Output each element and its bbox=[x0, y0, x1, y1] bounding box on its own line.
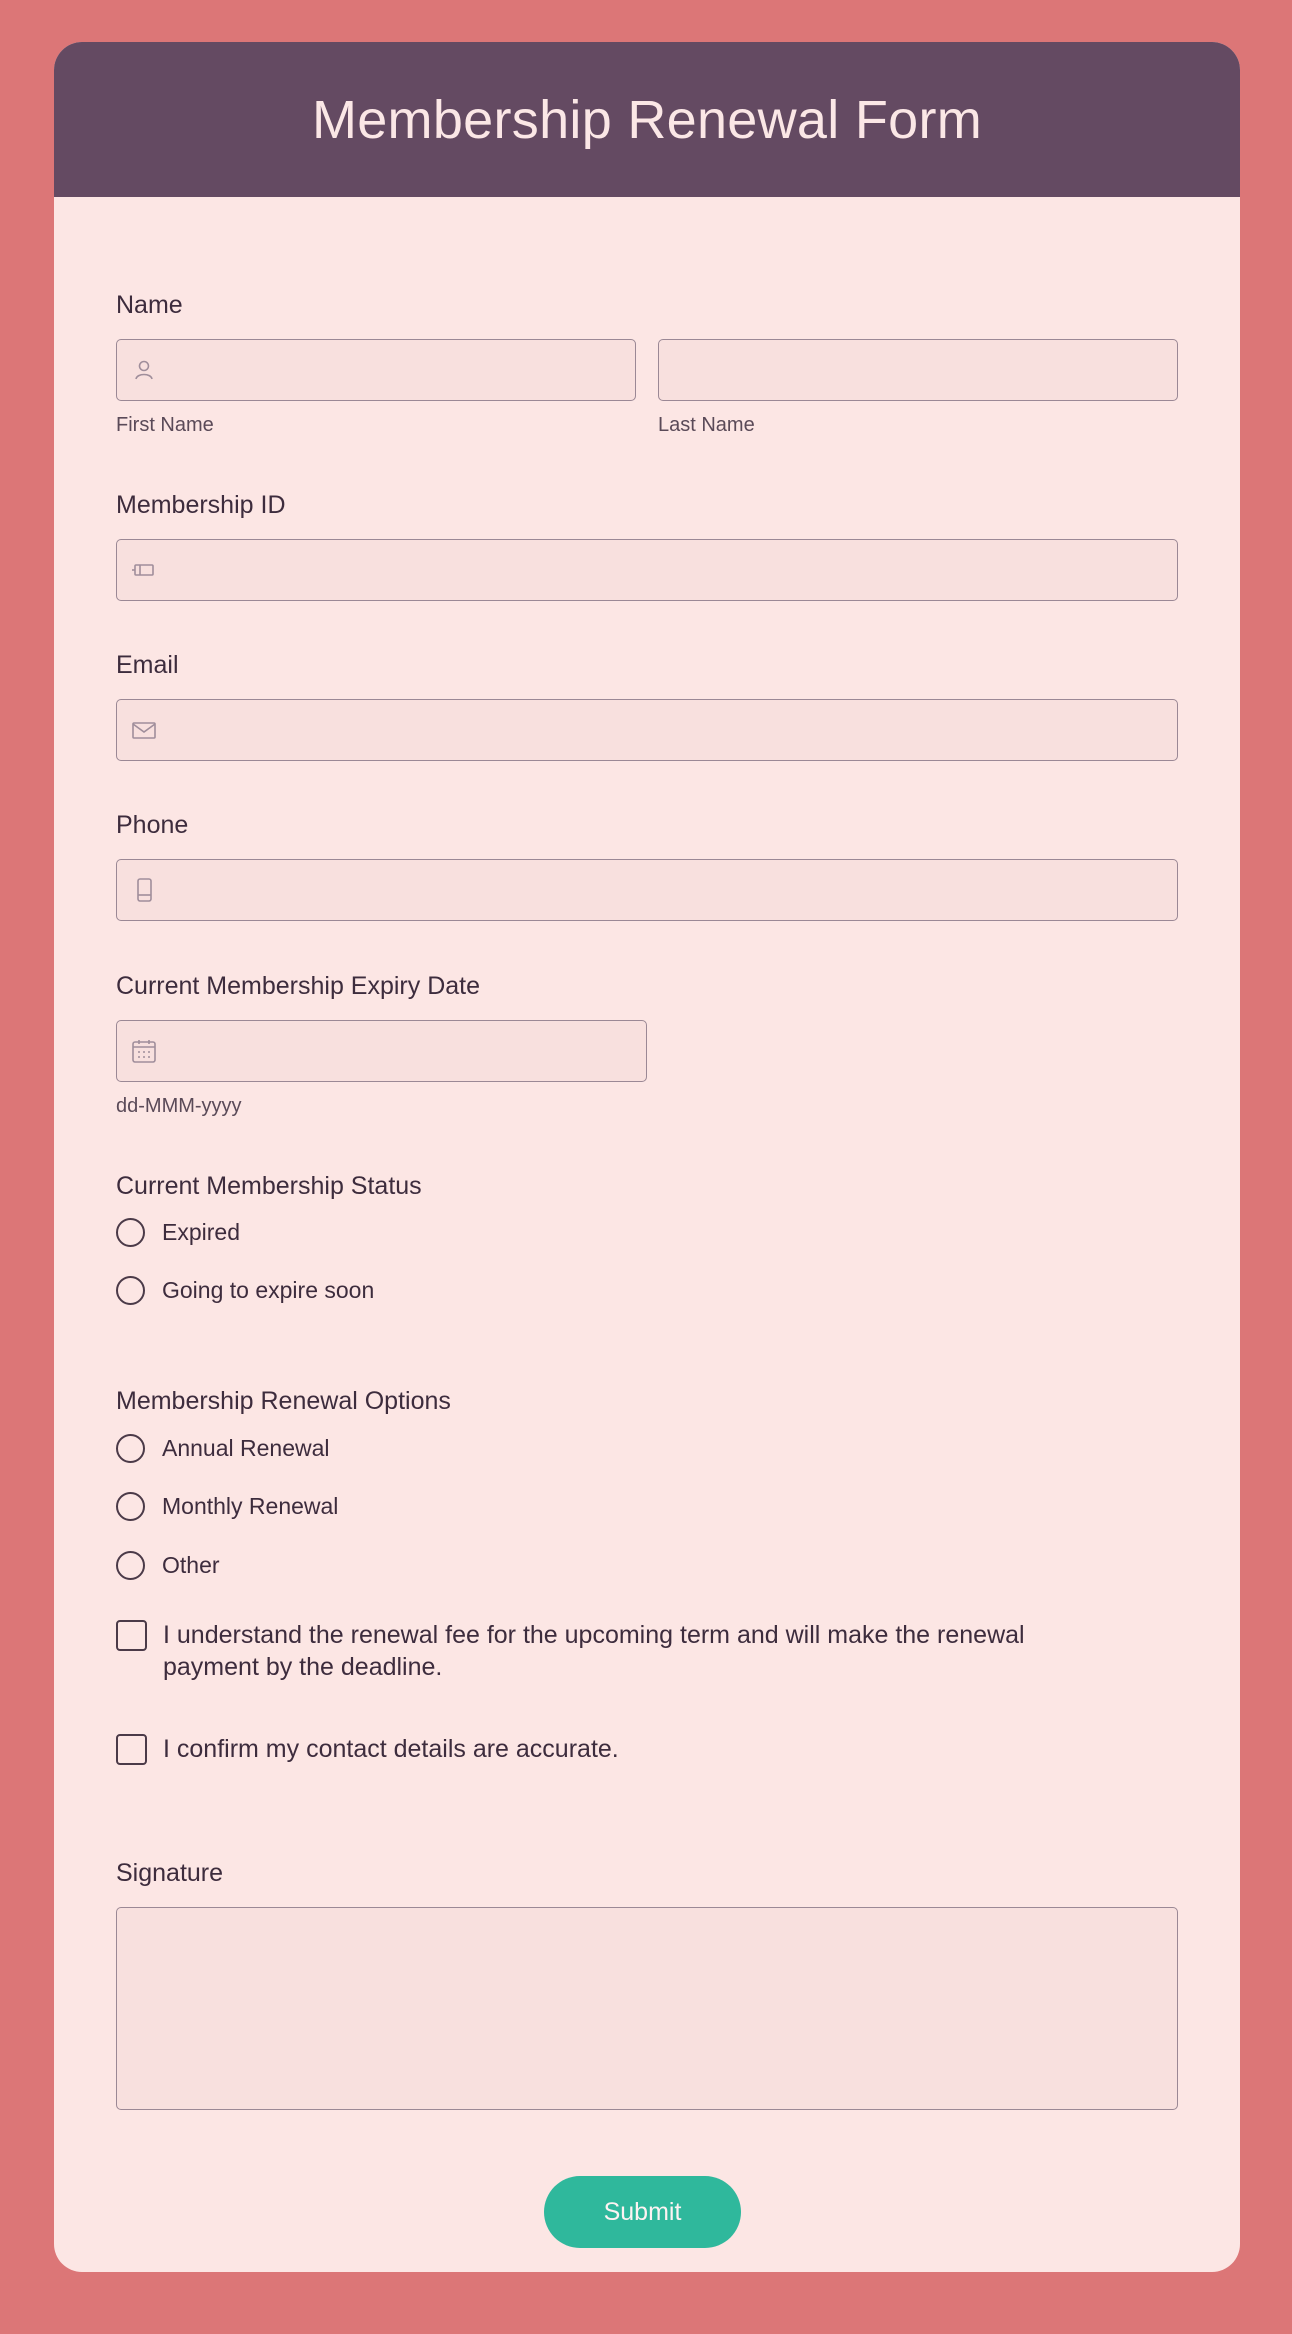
renewal-option-label: Annual Renewal bbox=[162, 1435, 330, 1461]
status-label: Current Membership Status bbox=[116, 1172, 422, 1200]
mail-icon bbox=[131, 717, 157, 743]
status-option-expiring[interactable] bbox=[116, 1276, 374, 1305]
first-name-sublabel: First Name bbox=[116, 414, 214, 436]
name-label: Name bbox=[116, 291, 183, 319]
last-name-input[interactable] bbox=[658, 339, 1178, 401]
person-icon bbox=[131, 357, 157, 383]
membership-id-input[interactable] bbox=[116, 539, 1178, 601]
form-card bbox=[54, 42, 1240, 2272]
renewal-option-monthly[interactable] bbox=[116, 1492, 338, 1521]
signature-pad[interactable] bbox=[116, 1907, 1178, 2110]
contact-agreement-checkbox[interactable] bbox=[116, 1734, 147, 1765]
membership-id-label: Membership ID bbox=[116, 491, 286, 519]
radio-button[interactable] bbox=[116, 1492, 145, 1521]
contact-agreement-row[interactable] bbox=[116, 1733, 619, 1765]
status-option-label: Going to expire soon bbox=[162, 1277, 375, 1303]
renewal-option-annual[interactable] bbox=[116, 1434, 330, 1463]
email-input[interactable] bbox=[116, 699, 1178, 761]
renewal-option-label: Other bbox=[162, 1552, 220, 1578]
last-name-sublabel: Last Name bbox=[658, 414, 755, 436]
radio-button[interactable] bbox=[116, 1276, 145, 1305]
submit-button[interactable]: Submit bbox=[544, 2176, 741, 2248]
status-option-label: Expired bbox=[162, 1219, 240, 1245]
email-label: Email bbox=[116, 651, 179, 679]
expiry-date-label: Current Membership Expiry Date bbox=[116, 972, 481, 1000]
radio-button[interactable] bbox=[116, 1551, 145, 1580]
phone-label: Phone bbox=[116, 811, 189, 839]
phone-input[interactable] bbox=[116, 859, 1178, 921]
radio-button[interactable] bbox=[116, 1434, 145, 1463]
status-option-expired[interactable] bbox=[116, 1218, 240, 1247]
first-name-input[interactable] bbox=[116, 339, 636, 401]
fee-agreement-row[interactable] bbox=[116, 1620, 1123, 1683]
phone-icon bbox=[131, 877, 157, 903]
renewal-option-label: Monthly Renewal bbox=[162, 1493, 339, 1519]
contact-agreement-text: I confirm my contact details are accurate. bbox=[163, 1735, 619, 1763]
fee-agreement-checkbox[interactable] bbox=[116, 1620, 147, 1651]
expiry-date-input[interactable] bbox=[116, 1020, 647, 1082]
radio-button[interactable] bbox=[116, 1218, 145, 1247]
fee-agreement-text: I understand the renewal fee for the upcoming term and will make the renewal payment by the deadline. bbox=[163, 1621, 1025, 1681]
renewal-option-other[interactable] bbox=[116, 1551, 220, 1580]
renewal-label: Membership Renewal Options bbox=[116, 1387, 451, 1415]
calendar-icon bbox=[131, 1038, 157, 1064]
form-header bbox=[54, 42, 1240, 197]
form-title: Membership Renewal Form bbox=[311, 89, 983, 150]
expiry-date-hint: dd-MMM-yyyy bbox=[116, 1095, 242, 1117]
signature-label: Signature bbox=[116, 1859, 224, 1887]
id-card-icon bbox=[131, 557, 157, 583]
